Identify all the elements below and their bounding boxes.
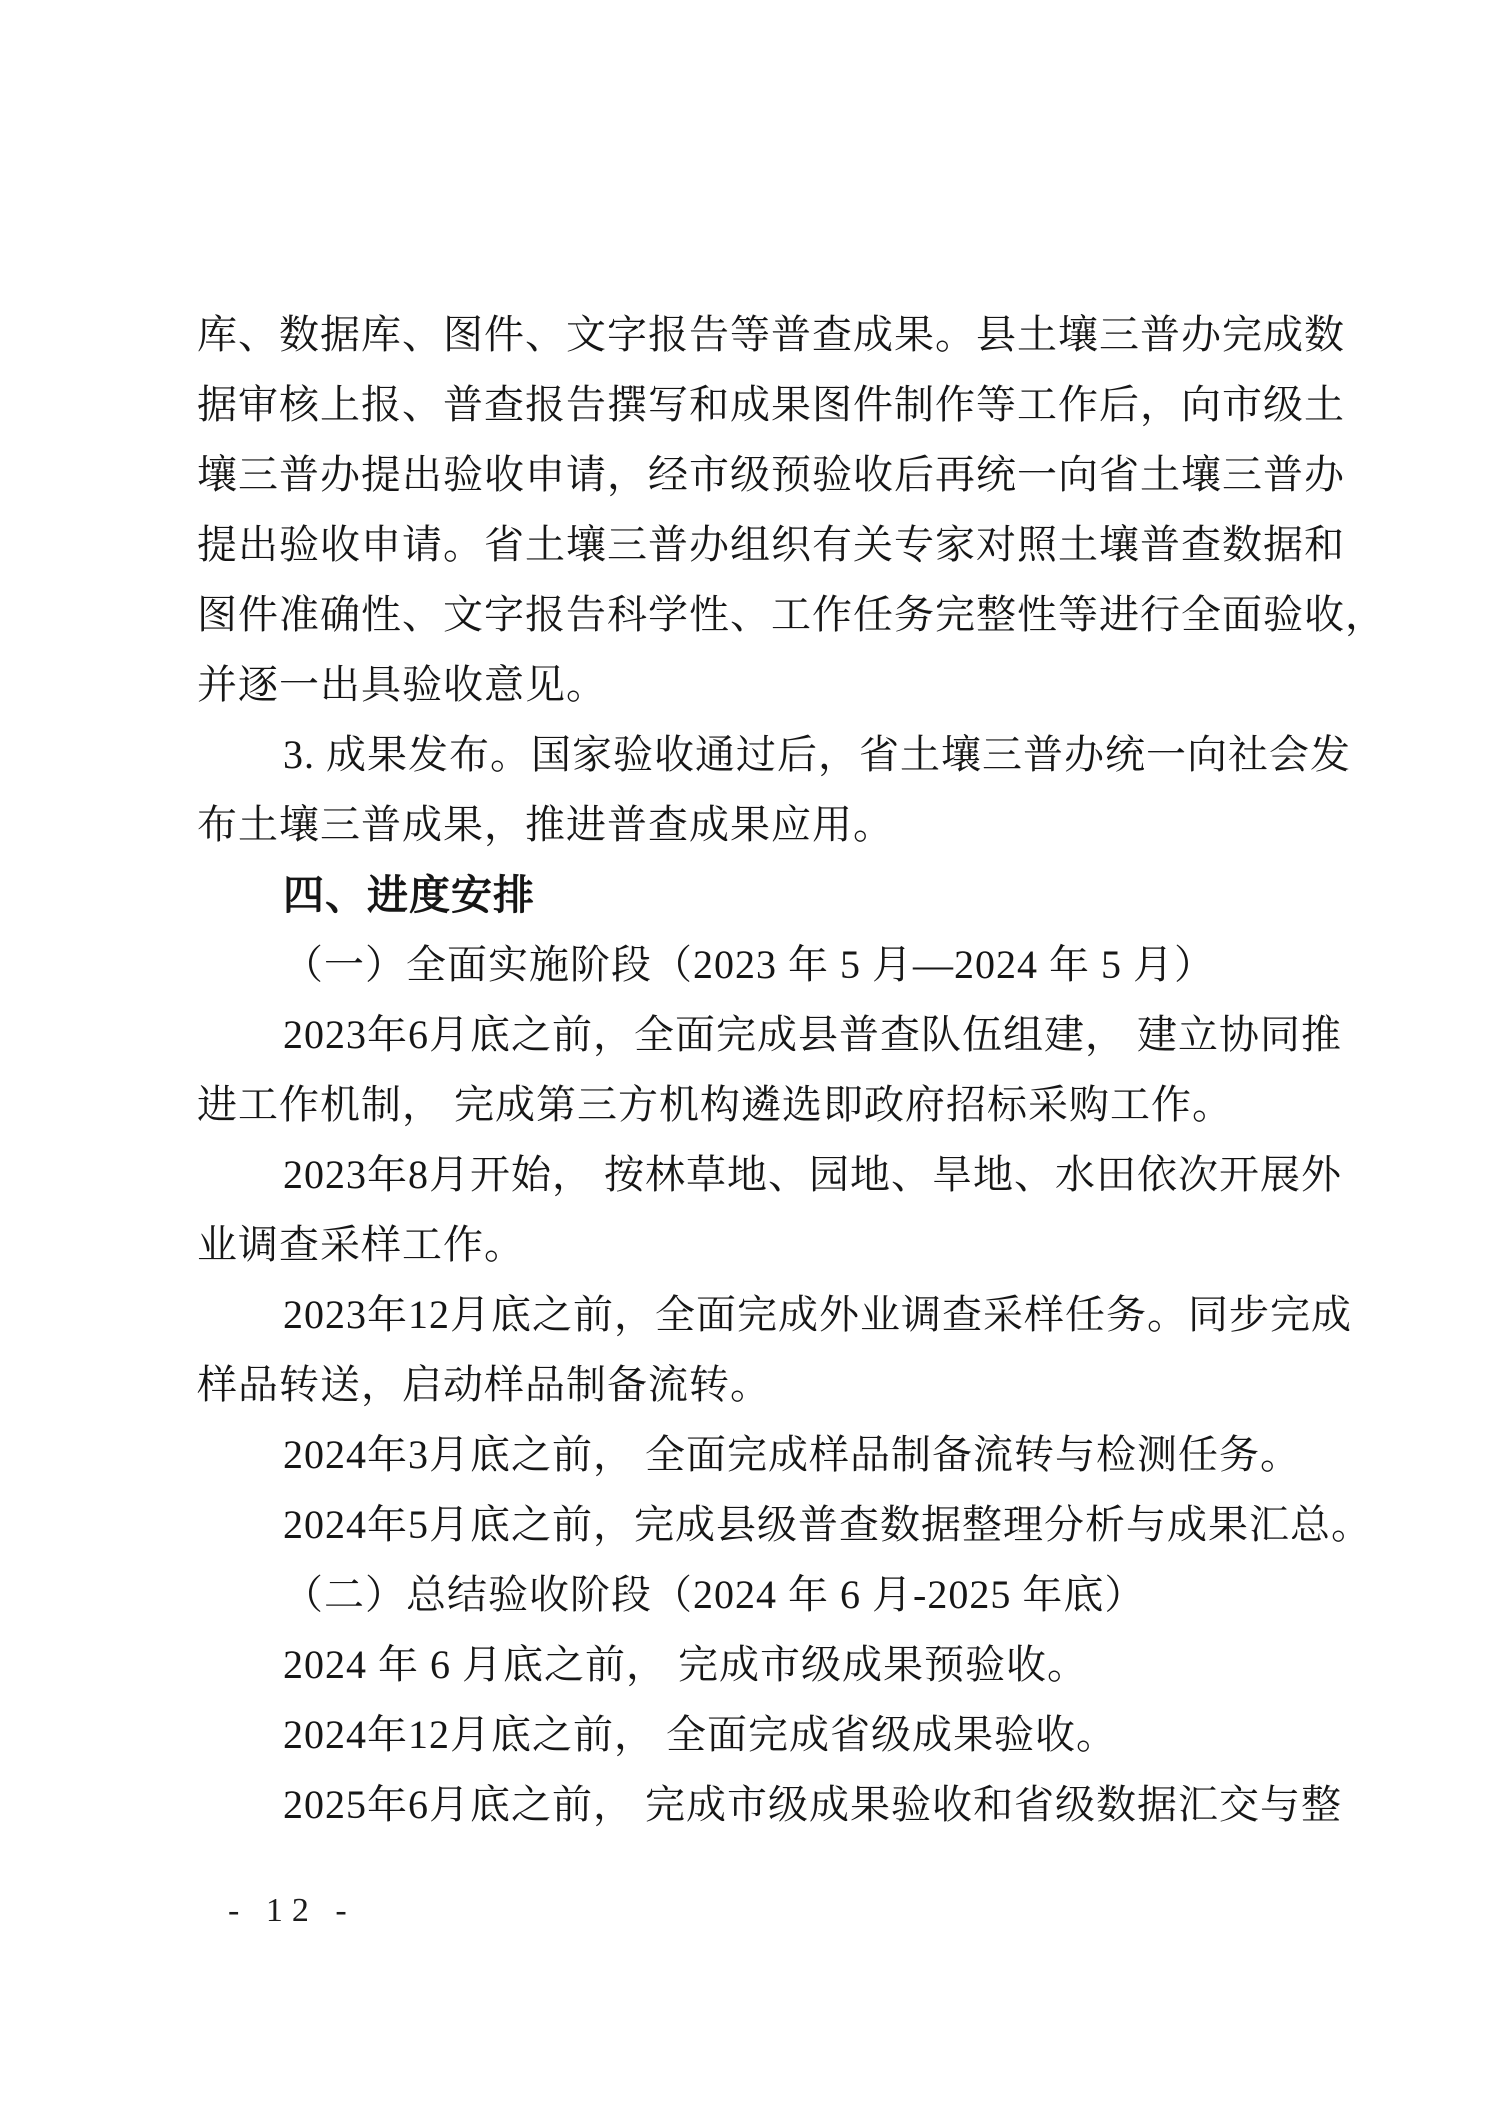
paragraph-line: 据审核上报、普查报告撰写和成果图件制作等工作后，向市级土 [197,382,1345,427]
paragraph-line: 库、数据库、图件、文字报告等普查成果。县土壤三普办完成数 [197,312,1345,357]
paragraph-line: 2024年5月底之前，完成县级普查数据整理分析与成果汇总。 [283,1502,1372,1547]
paragraph-line: 进工作机制， 完成第三方机构遴选即政府招标采购工作。 [197,1082,1233,1127]
paragraph-line: 并逐一出具验收意见。 [197,662,607,707]
paragraph-line: 2024年3月底之前， 全面完成样品制备流转与检测任务。 [283,1432,1301,1477]
numbered-item-line: 3. 成果发布。国家验收通过后，省土壤三普办统一向社会发 [283,732,1351,777]
paragraph-line: 壤三普办提出验收申请，经市级预验收后再统一向省土壤三普办 [197,452,1345,497]
paragraph-line: 2024年12月底之前， 全面完成省级成果验收。 [283,1712,1117,1757]
stage-subheading: （一）全面实施阶段（2023 年 5 月—2024 年 5 月） [283,942,1215,987]
paragraph-line: 提出验收申请。省土壤三普办组织有关专家对照土壤普查数据和 [197,522,1345,567]
stage-subheading: （二）总结验收阶段（2024 年 6 月-2025 年底） [283,1572,1146,1617]
page-number: - 12 - [228,1892,356,1929]
section-heading: 四、进度安排 [283,872,535,918]
paragraph-line: 样品转送，启动样品制备流转。 [197,1362,771,1407]
paragraph-line: 2025年6月底之前， 完成市级成果验收和省级数据汇交与整 [283,1782,1342,1827]
paragraph-line: 2024 年 6 月底之前， 完成市级成果预验收。 [283,1642,1088,1687]
paragraph-line: 业调查采样工作。 [197,1222,525,1267]
paragraph-line: 2023年6月底之前，全面完成县普查队伍组建， 建立协同推 [283,1012,1342,1057]
paragraph-line: 图件准确性、文字报告科学性、工作任务完整性等进行全面验收， [197,592,1386,637]
paragraph-line: 布土壤三普成果，推进普查成果应用。 [197,802,894,847]
paragraph-line: 2023年12月底之前，全面完成外业调查采样任务。同步完成 [283,1292,1352,1337]
paragraph-line: 2023年8月开始， 按林草地、园地、旱地、水田依次开展外 [283,1152,1342,1197]
document-body [197,300,1386,1840]
